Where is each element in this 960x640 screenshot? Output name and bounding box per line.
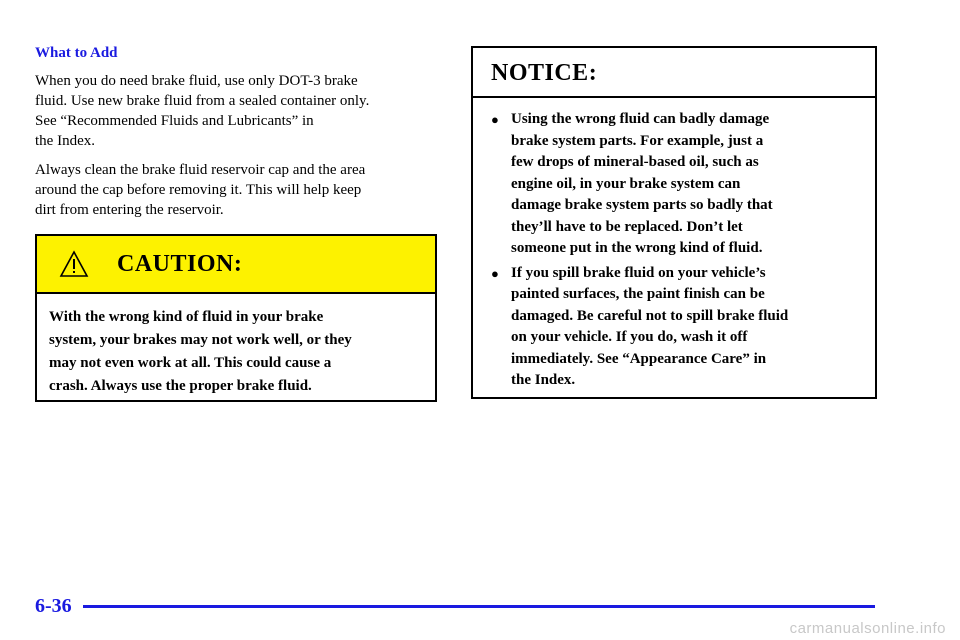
- warning-triangle-icon: [59, 250, 89, 278]
- notice-line: brake system parts. For example, just a: [511, 132, 764, 149]
- caution-line: may not even work at all. This could cause a: [49, 355, 332, 371]
- section-heading: What to Add: [35, 45, 118, 61]
- caution-header: [37, 236, 435, 294]
- notice-line: few drops of mineral-based oil, such as: [511, 154, 759, 170]
- notice-line: they’ll have to be replaced. Don’t let: [511, 218, 743, 235]
- notice-header: [473, 48, 875, 98]
- paragraph-brake-fluid-type: [35, 71, 447, 151]
- caution-line: crash. Always use the proper brake fluid.: [49, 378, 312, 394]
- notice-list: [473, 98, 875, 392]
- text-line: See “Recommended Fluids and Lubricants” in: [35, 113, 314, 129]
- notice-line: immediately. See “Appearance Care” in: [511, 350, 767, 367]
- notice-line: on your vehicle. If you do, wash it off: [511, 329, 748, 345]
- caution-line: system, your brakes may not work well, or they: [49, 332, 352, 348]
- caution-title: CAUTION:: [117, 251, 243, 277]
- notice-item-wrong-fluid: [473, 109, 875, 260]
- notice-line: Using the wrong fluid can badly damage: [511, 111, 770, 127]
- text-line: When you do need brake fluid, use only DOT-3 brake: [35, 73, 358, 89]
- notice-line: damage brake system parts so badly that: [511, 197, 773, 213]
- notice-title: NOTICE:: [491, 60, 598, 86]
- text-line: around the cap before removing it. This will help keep: [35, 182, 362, 198]
- notice-line: engine oil, in your brake system can: [511, 175, 741, 192]
- left-column: [35, 44, 447, 229]
- caution-body: [37, 294, 435, 398]
- caution-box: [35, 234, 437, 402]
- bullet-icon: ●: [491, 265, 499, 281]
- footer-rule: [83, 605, 875, 608]
- notice-line: the Index.: [511, 372, 576, 388]
- notice-line: damaged. Be careful not to spill brake fluid: [511, 307, 789, 324]
- page-number: 6-36: [35, 595, 72, 617]
- notice-line: someone put in the wrong kind of fluid.: [511, 240, 763, 256]
- text-line: dirt from entering the reservoir.: [35, 202, 224, 218]
- paragraph-clean-cap: [35, 160, 447, 220]
- watermark: carmanualsonline.info: [789, 620, 946, 637]
- caution-line: With the wrong kind of fluid in your brake: [49, 309, 324, 325]
- text-line: the Index.: [35, 133, 95, 149]
- notice-box: [471, 46, 877, 399]
- notice-item-spill: [473, 263, 875, 392]
- text-line: Always clean the brake fluid reservoir cap and the area: [35, 162, 366, 178]
- text-line: fluid. Use new brake fluid from a sealed container only.: [35, 93, 370, 109]
- notice-line: painted surfaces, the paint finish can be: [511, 286, 765, 302]
- notice-line: If you spill brake fluid on your vehicle’s: [511, 264, 766, 281]
- bullet-icon: ●: [491, 112, 499, 127]
